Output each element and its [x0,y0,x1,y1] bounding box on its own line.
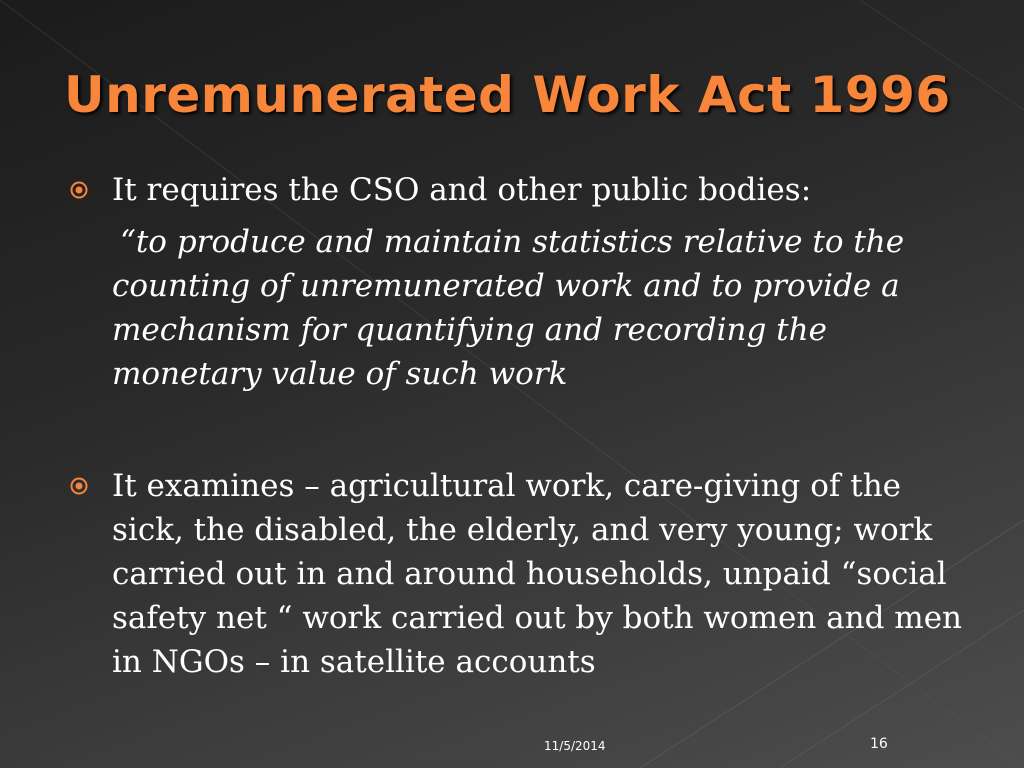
circle-dot-icon [70,477,88,495]
bullet-item [70,168,970,212]
footer-date: 11/5/2014 [544,739,606,753]
bullet-item [70,464,970,684]
circle-dot-icon [70,181,88,199]
slide-body [70,168,970,684]
bullet-quote [70,220,970,396]
page-number: 16 [870,736,888,752]
bullet-text: It requires the CSO and other public bodies: [112,172,812,208]
quote-text: “to produce and maintain statistics relative to the counting of unremunerated work and to provide a mechanism for quantifying and recording the monetary value of such work [112,224,905,392]
bullet-text: It examines – agricultural work, care-giving of the sick, the disabled, the elderly, and very young; work carried out in and around households, unpaid “social safety net “ work carried out by both women and men in NGOs – in satellite accounts [112,468,963,680]
slide-title: Unremunerated Work Act 1996 [64,66,951,124]
